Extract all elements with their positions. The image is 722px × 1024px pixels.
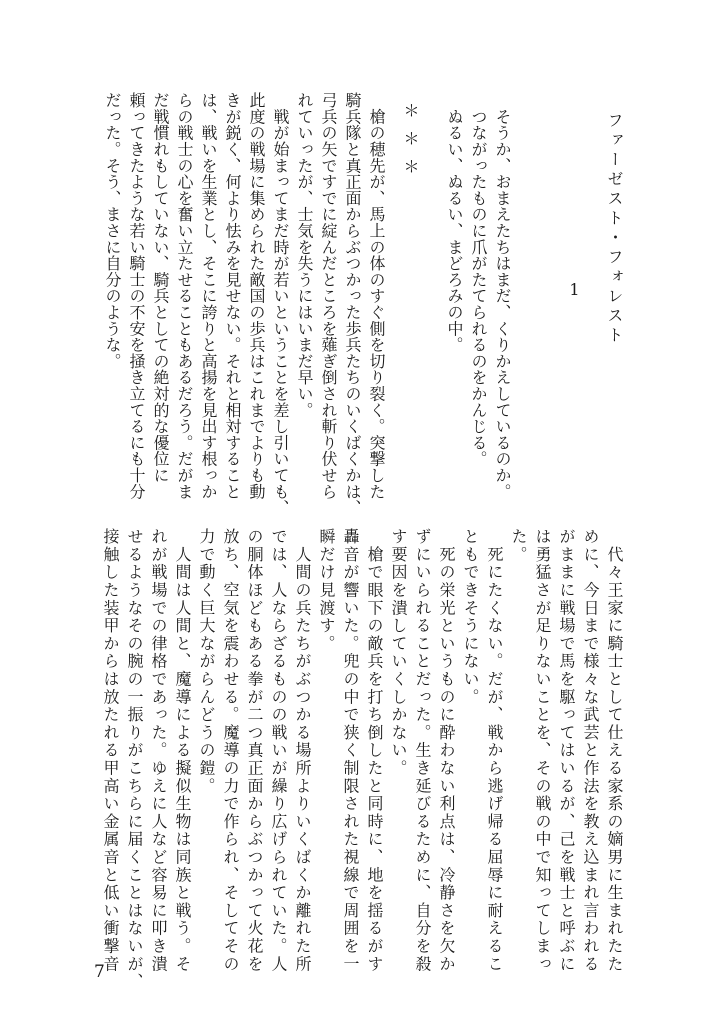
page-number: 7 (94, 962, 106, 982)
body-text-line: 頼ってきたような若い騎士の不安を掻き立てるにも十分 (127, 92, 146, 500)
lower-text-block (98, 528, 626, 991)
body-text-line: せるようなその腕の一振りがこちらに届くことはないが、 (125, 528, 144, 991)
body-text-line: 槍で眼下の敵兵を打ち倒したと同時に、地を揺るがす (365, 528, 384, 973)
upper-text-block (100, 92, 626, 516)
body-text-line: きが鋭く、何より怯みを見せない。それと相対すること (223, 92, 242, 500)
body-text-line: 此度の戦場に集められた敵国の歩兵はこれまでよりも動 (247, 92, 266, 500)
body-text-line: 接触した装甲からは放たれる甲高い金属音と低い衝撃音 (101, 528, 120, 973)
body-text-line: めに、今日まで様々な武芸と作法を教え込まれ言われる (581, 528, 600, 973)
body-text-line: だった。そう、まさに自分のような。 (103, 92, 122, 370)
body-text-line: らの戦士の心を奮い立たせることもあるだろう。だがま (175, 92, 194, 500)
body-text-line: れが戦場での律格であった。ゆえに人など容易に叩き潰 (149, 528, 168, 973)
section-separator: ＊＊＊ (401, 102, 420, 186)
body-text-line: 人間は人間と、魔導による擬似生物は同族と戦う。そ (173, 528, 192, 973)
body-text-line: 槍の穂先が、馬上の体のすぐ側を切り裂く。突撃した (367, 92, 386, 500)
body-text-line: 力で動く巨大ながらんどうの鎧。 (197, 528, 216, 795)
body-text-line: た。 (509, 528, 528, 564)
body-text-line: は、戦いを生業とし、そこに誇りと高揚を見出す根っか (199, 92, 218, 500)
body-text-line: 轟音が響いた。兜の中で狭く制限された視線で周囲を一 (341, 528, 360, 973)
lower-body-lines (98, 528, 626, 991)
body-text-line: 人間の兵たちがぶつかる場所よりいくばくか離れた所 (293, 528, 312, 973)
body-text-line: ともできそうにない。 (461, 528, 480, 706)
body-text-line: す要因を潰していくしかない。 (389, 528, 408, 778)
story-title: ファーゼスト・フォレスト (605, 112, 624, 346)
body-text-line: だ戦慣れもしていない、騎兵としての絶対的な優位に (151, 92, 170, 484)
body-text-line: では、人ならざるものの戦いが繰り広げられていた。人 (269, 528, 288, 973)
body-text-line: の胴体ほどもある拳が二つ真正面からぶつかって火花を (245, 528, 264, 973)
body-text-line: 放ち、空気を震わせる。魔導の力で作られ、そしてその (221, 528, 240, 973)
body-text-line: 代々王家に騎士として仕える家系の嫡男に生まれたた (605, 528, 624, 973)
body-text-line: 戦が始まってまだ時が若いということを差し引いても、 (271, 92, 290, 516)
monologue-lines (442, 92, 514, 516)
chapter-number: 1 (565, 280, 584, 300)
body-text-line: 騎兵隊と真正面からぶつかった歩兵たちのいくばくかは、 (343, 92, 362, 516)
body-text-line: ずにいられることだった。生き延びるために、自分を殺 (413, 528, 432, 973)
body-text-line: は勇猛さが足りないことを、その戦の中で知ってしまっ (533, 528, 552, 973)
body-text-line: 瞬だけ見渡す。 (317, 528, 336, 653)
body-text-line: 死の栄光というものに酔わない利点は、冷静さを欠か (437, 528, 456, 973)
upper-body-lines (100, 92, 388, 516)
monologue-line: ぬるい、ぬるい、まどろみの中。 (445, 92, 464, 353)
body-text-line: がままに戦場で馬を駆ってはいるが、己を戦士と呼ぶに (557, 528, 576, 973)
body-text-line: 死にたくない。だが、戦から逃げ帰る屈辱に耐えるこ (485, 528, 504, 973)
monologue-line: そうか、おまえたちはまだ、くりかえしているのか。 (493, 92, 512, 500)
monologue-line: つながったものに爪がたてられるのをかんじる。 (469, 92, 488, 467)
body-text-line: れていったが、士気を失うにはいまだ早い。 (295, 92, 314, 418)
body-text-line: 弓兵の矢ですでに綻んだところを薙ぎ倒され斬り伏せら (319, 92, 338, 500)
